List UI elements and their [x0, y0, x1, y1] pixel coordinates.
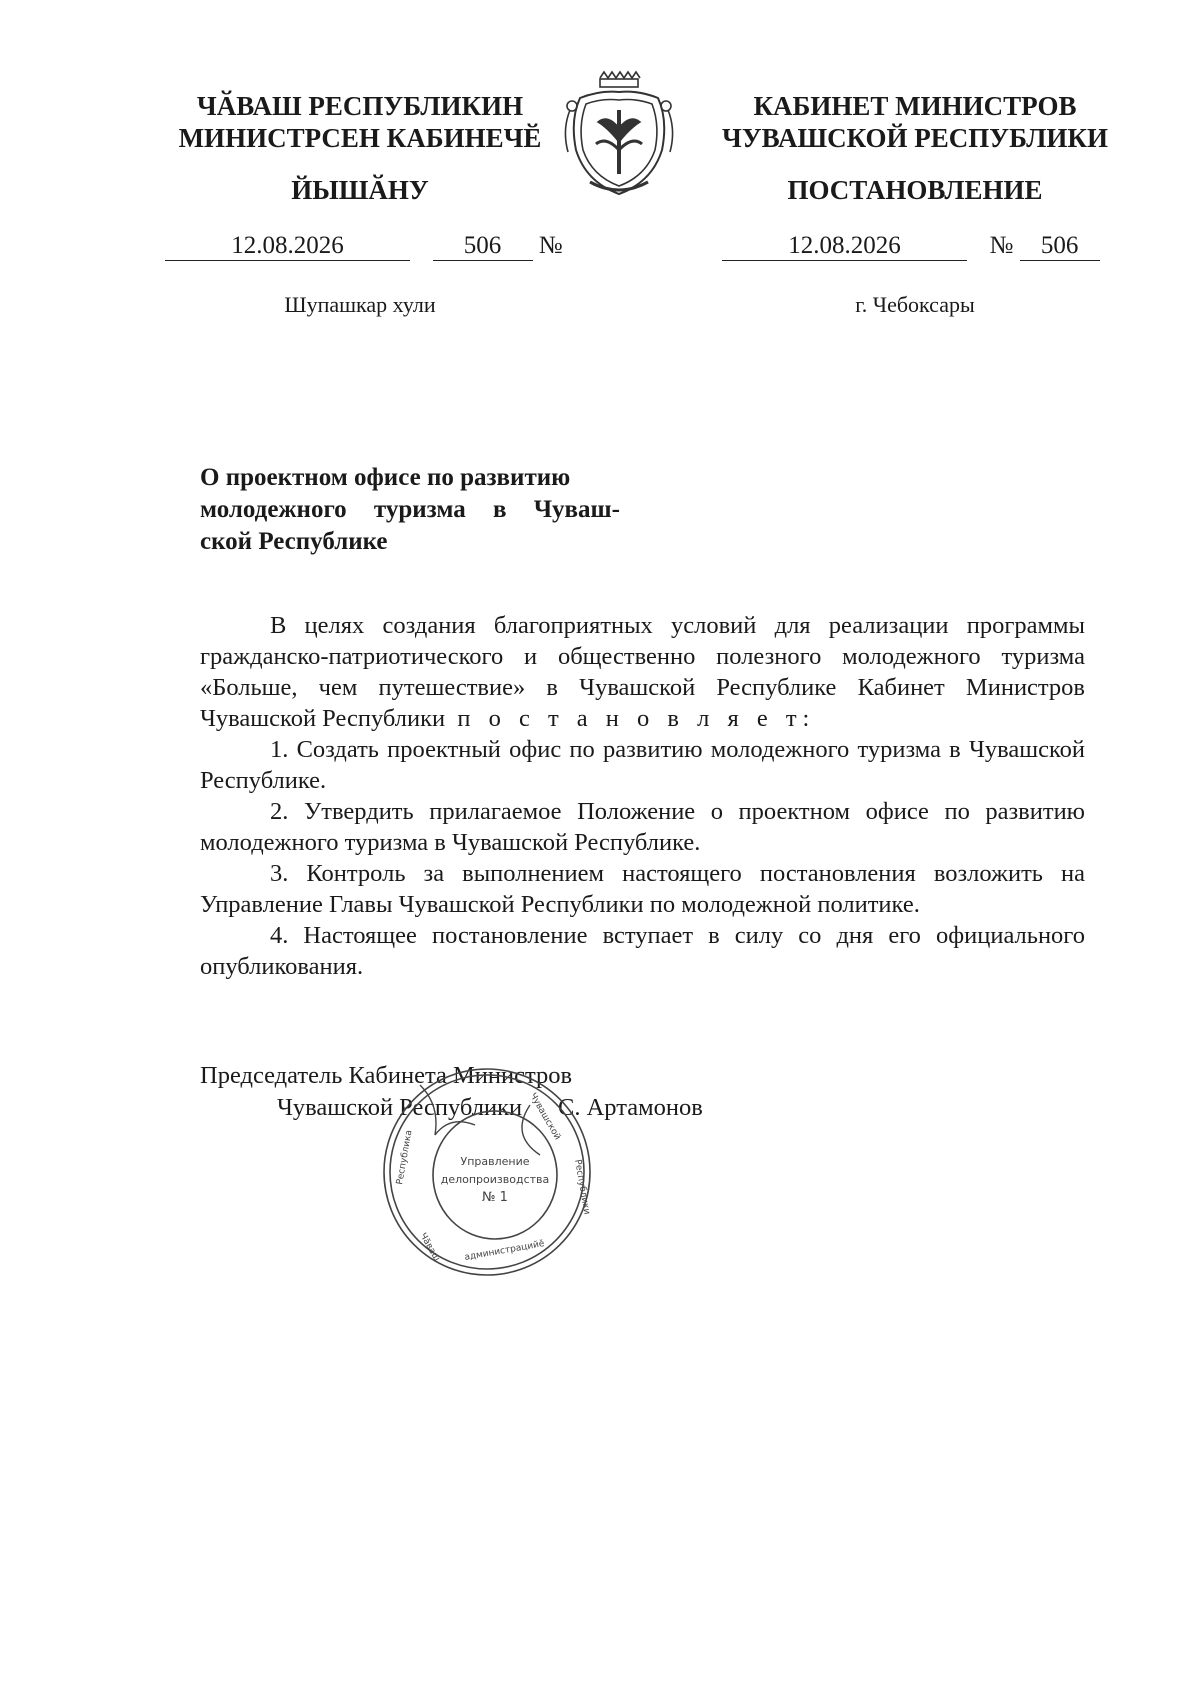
svg-text:администрацийӗ: администрацийӗ: [463, 1239, 546, 1263]
header-right: [715, 90, 1115, 154]
title-line1: О проектном офисе по развитию: [200, 464, 571, 491]
date-field-right: 12.08.2026: [722, 232, 967, 261]
number-sign-left: №: [538, 232, 563, 259]
date-field-left: 12.08.2026: [165, 232, 410, 261]
title-line2: молодежного туризма в Чуваш-: [200, 496, 620, 523]
signature-title-line1: Председатель Кабинета Министров: [200, 1062, 573, 1089]
preamble-paragraph: [200, 610, 1085, 734]
item-2: 2. Утвердить прилагаемое Положение о проектном офисе по развитию молодежного туризма в Чувашской Республике.: [200, 798, 1085, 856]
item-1: 1. Создать проектный офис по развитию молодежного туризма в Чувашской Республике.: [200, 736, 1085, 794]
svg-text:Чӑваш: Чӑваш: [417, 1231, 442, 1264]
number-field-right: 506: [1020, 232, 1100, 261]
item-3: 3. Контроль за выполнением настоящего постановления возложить на Управление Главы Чувашской Республики по молодежной политике.: [200, 860, 1085, 918]
city-left: Шупашкар хули: [284, 292, 436, 317]
title-line3: ской Республике: [200, 528, 388, 555]
header-right-line1: КАБИНЕТ МИНИСТРОВ: [753, 91, 1077, 121]
svg-text:Республика: Республика: [395, 1129, 415, 1186]
resolves-word: п о с т а н о в л я е т:: [457, 705, 816, 732]
doc-type-left: ЙЫШӐНУ: [291, 175, 429, 205]
svg-text:Чувашской: Чувашской: [527, 1091, 563, 1142]
document-body: [200, 610, 1085, 982]
item-4: 4. Настоящее постановление вступает в силу со дня его официального опубликования.: [200, 922, 1085, 980]
number-sign-right: №: [989, 232, 1014, 259]
city-right: г. Чебоксары: [855, 292, 975, 317]
stamp-line2: делопроизводства: [440, 1173, 550, 1186]
preamble-text: В целях создания благоприятных условий для реализации программы гражданско-патриотического и общественно полезного молодежного туризма «Больше, чем путешествие» в Чувашской Республике Кабинет Министров Чувашской Республики: [200, 612, 1085, 732]
signature-title-line2: Чувашской Республики: [277, 1094, 523, 1121]
signatory-name: С. Артамонов: [558, 1094, 703, 1121]
numbering-left: [165, 232, 563, 262]
svg-text:Республики: Республики: [572, 1158, 592, 1216]
stamp-line1: Управление: [460, 1155, 530, 1168]
header-right-line2: ЧУВАШСКОЙ РЕСПУБЛИКИ: [722, 123, 1108, 153]
stamp-line3: № 1: [482, 1190, 508, 1205]
coat-of-arms-emblem: [560, 70, 678, 200]
number-field-left: 506: [433, 232, 533, 261]
header-left-line1: ЧӐВАШ РЕСПУБЛИКИН: [196, 91, 524, 121]
official-stamp: [380, 1065, 595, 1280]
header-left-line2: МИНИСТРСЕН КАБИНЕЧӖ: [178, 123, 542, 153]
header-left: [160, 90, 560, 154]
numbering-right: [722, 232, 1100, 262]
doc-type-right: ПОСТАНОВЛЕНИЕ: [787, 175, 1043, 205]
document-title: [200, 462, 620, 558]
